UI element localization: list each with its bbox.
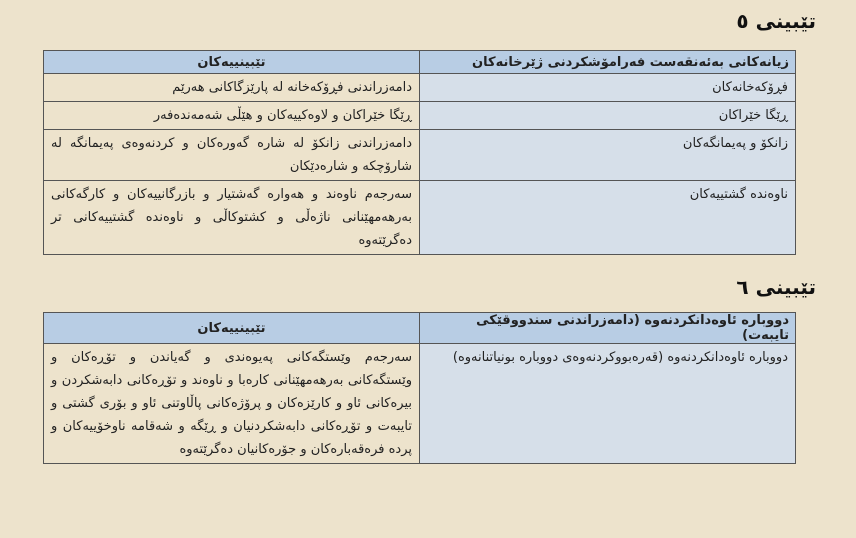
row-label: ناوەندە گشتییەکان (420, 181, 796, 255)
row-label: زانکۆ و پەیمانگەکان (420, 130, 796, 181)
table-header-row (44, 313, 796, 344)
row-note: ڕێگا خێراکان و لاوەکییەکان و هێڵی شەمەندەفەر (44, 102, 420, 130)
column-header-notes: تێبینییەکان (44, 313, 420, 344)
column-header-notes: تێبینییەکان (44, 51, 420, 74)
table-row (44, 130, 796, 181)
table-row (44, 344, 796, 464)
column-header-reconstruction: دووبارە ئاوەدانکردنەوە (دامەزراندنی سندووقێکی تایبەت) (420, 313, 796, 344)
column-header-damages: زیانەکانی بەئەنقەست فەرامۆشکردنی ژێرخانەکان (420, 51, 796, 74)
note-5-table (43, 50, 796, 255)
table-header-row (44, 51, 796, 74)
note-6-table (43, 312, 796, 464)
row-note: سەرجەم وێستگەکانی پەیوەندی و گەیاندن و تۆڕەکان و وێستگەکانی بەرهەمهێنانی کارەبا و ناوەند و تۆڕەکانی دابەشکردن و بیرەکانی ئاو و کارێزەکان و پرۆژەکانی پاڵاوتنی ئاو و بۆری گشتی و تایبەت و تۆڕەکانی دابەشکردنیان و ڕێگە و شەقامە ناوخۆییەکان و پردە فرەقەبارەکان و جۆرەکانیان دەگرێتەوە (44, 344, 420, 464)
row-note: دامەزراندنی زانکۆ لە شارە گەورەکان و کردنەوەی پەیمانگە لە شارۆچکە و شارەدێکان (44, 130, 420, 181)
note-6-title: تێبینی ٦ (736, 275, 816, 299)
row-label: فڕۆکەخانەکان (420, 74, 796, 102)
row-note: سەرجەم ناوەند و هەوارە گەشتیار و بازرگانییەکان و کارگەکانی بەرهەمهێنانی ناژەڵی و کشتوکاڵی و ناوەندە گشتییەکانی تر دەگرێتەوە (44, 181, 420, 255)
row-label: دووبارە ئاوەدانکردنەوە (قەرەبووکردنەوەی دووبارە بونیاتنانەوە) (420, 344, 796, 464)
table-row (44, 181, 796, 255)
table-row (44, 74, 796, 102)
table-row (44, 102, 796, 130)
row-label: ڕێگا خێراکان (420, 102, 796, 130)
row-note: دامەزراندنی فڕۆکەخانە لە پارێزگاکانی هەرێم (44, 74, 420, 102)
note-5-title: تێبینی ٥ (736, 9, 816, 33)
